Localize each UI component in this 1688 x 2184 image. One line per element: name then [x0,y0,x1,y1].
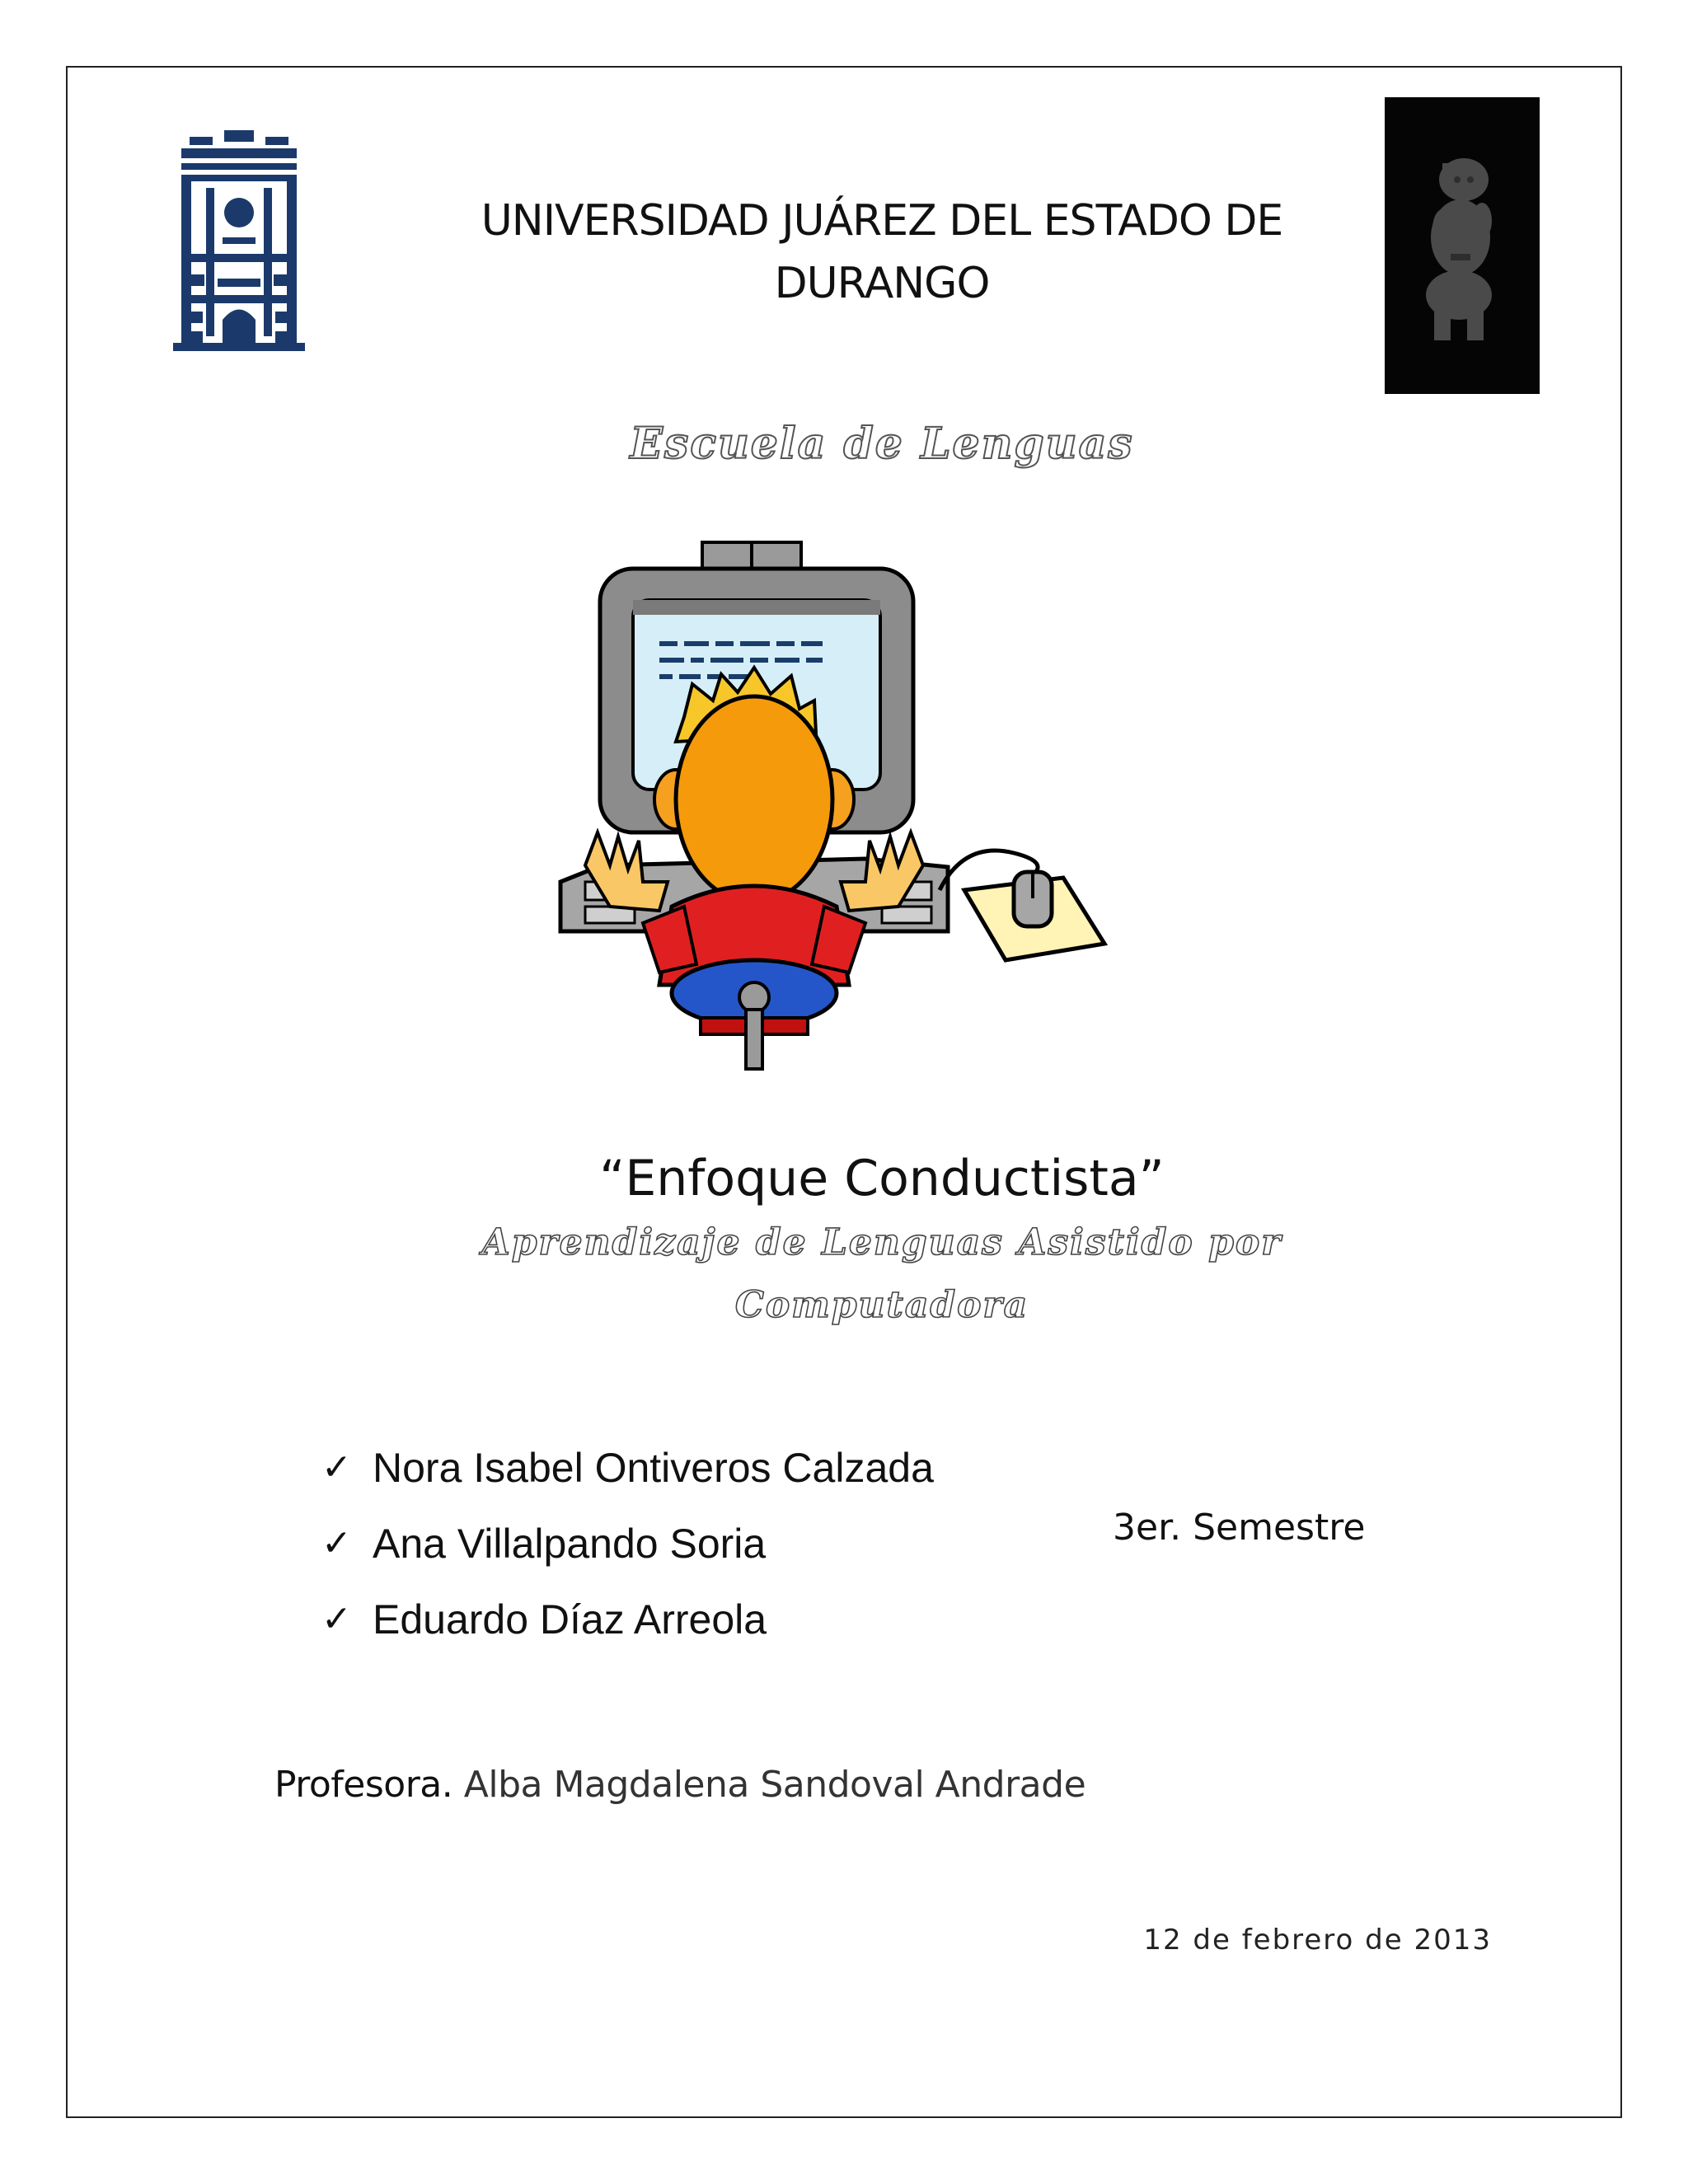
author-name: Ana Villalpando Soria [373,1521,767,1567]
document-date: 12 de febrero de 2013 [1143,1924,1492,1957]
school-name: Escuela de Lenguas [630,419,1134,469]
author-item [321,1506,1063,1582]
author-item [321,1430,1063,1506]
author-item [321,1582,1063,1657]
document-subtitle [371,1212,1393,1337]
subtitle-line1: Aprendizaje de Lenguas Asistido por [481,1221,1282,1263]
subtitle-line2: Computadora [734,1284,1029,1326]
author-name: Nora Isabel Ontiveros Calzada [373,1445,934,1491]
university-title-line1: UNIVERSIDAD JUÁREZ DEL ESTADO DE [481,196,1283,246]
university-title-line2: DURANGO [774,259,990,308]
author-list [321,1430,1063,1657]
checkmark-icon: ✓ [321,1446,352,1488]
document-topic: “Enfoque Conductista” [599,1150,1165,1207]
checkmark-icon: ✓ [321,1522,352,1564]
author-name: Eduardo Díaz Arreola [373,1596,767,1643]
university-title [346,190,1418,315]
professor-name: Alba Magdalena Sandoval Andrade [463,1764,1086,1806]
university-crest-logo [173,130,305,353]
semester-label: 3er. Semestre [1113,1507,1366,1549]
checkmark-icon: ✓ [321,1598,352,1640]
professor-line [274,1764,1085,1806]
person-at-computer-clipart [552,536,1113,1071]
professor-label: Profesora. [274,1764,453,1806]
